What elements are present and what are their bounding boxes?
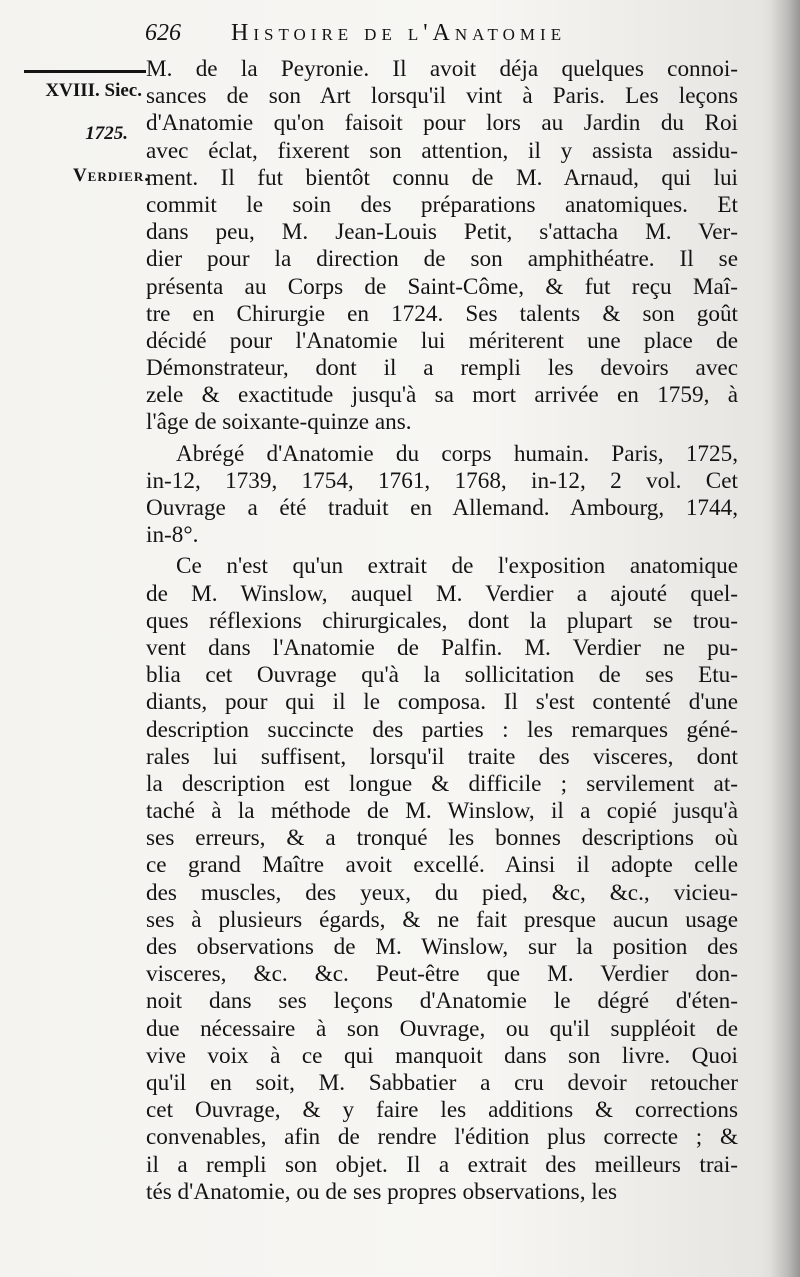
- text-line: des observations de M. Winslow, sur la position des: [146, 934, 738, 960]
- text-line: des muscles, des yeux, du pied, &c, &c., vicieu‑: [146, 879, 738, 906]
- text-line: commit le soin des préparations anatomiques. Et: [146, 191, 738, 218]
- text-line: in-12, 1739, 1754, 1761, 1768, in-12, 2 vol. Cet: [146, 467, 738, 494]
- text-line: Ce n'est qu'un extrait de l'exposition anatomique: [176, 553, 738, 580]
- text-line: tés d'Anatomie, ou de ses propres observations, les: [146, 1178, 618, 1205]
- text-line: convenables, afin de rendre l'édition plus correcte ; &: [146, 1124, 738, 1151]
- text-line: M. de la Peyronie. Il avoit déja quelques connoi‑: [146, 56, 738, 82]
- text-line: décidé pour l'Anatomie lui mériterent une place de: [146, 327, 738, 354]
- text-line: dier pour la direction de son amphithéatre. Il se: [146, 246, 738, 273]
- text-line: Abrégé d'Anatomie du corps humain. Paris, 1725,: [176, 440, 738, 467]
- paragraph: [146, 56, 738, 437]
- text-line: zele & exactitude jusqu'à sa mort arrivée en 1759, à: [146, 382, 738, 409]
- text-line: qu'il en soit, M. Sabbatier a cru devoir retoucher: [146, 1069, 738, 1096]
- text-line: noit dans ses leçons d'Anatomie le dégré d'éten‑: [146, 988, 738, 1015]
- text-line: dans peu, M. Jean-Louis Petit, s'attacha M. Ver‑: [146, 219, 738, 246]
- margin-rule: [24, 70, 146, 73]
- text-line: ce grand Maître avoit excellé. Ainsi il adopte celle: [146, 852, 738, 879]
- text-line: la description est longue & difficile ; servilement at‑: [146, 770, 738, 797]
- text-line: sances de son Art lorsqu'il vint à Paris. Les leçons: [146, 83, 738, 110]
- text-line: Ouvrage a été traduit en Allemand. Ambourg, 1744,: [146, 495, 738, 521]
- text-line: in-8°.: [146, 522, 199, 549]
- text-line: ques réflexions chirurgicales, dont la plupart se trou‑: [146, 607, 738, 634]
- text-line: l'âge de soixante-quinze ans.: [146, 409, 412, 436]
- page-header: [145, 14, 765, 54]
- text-line: diants, pour qui il le composa. Il s'est contenté d'une: [146, 689, 738, 716]
- text-line: description succincte des parties : les remarques géné‑: [146, 716, 738, 743]
- text-line: il a rempli son objet. Il a extrait des meilleurs trai‑: [146, 1151, 738, 1178]
- text-line: tre en Chirurgie en 1724. Ses talents & son goût: [146, 300, 738, 327]
- text-line: ses erreurs, & a tronqué les bonnes descriptions où: [146, 825, 738, 852]
- text-line: cet Ouvrage, & y faire les additions & corrections: [146, 1097, 738, 1124]
- paragraph: [146, 553, 738, 1206]
- text-line: vive voix à ce qui manquoit dans son livre. Quoi: [146, 1042, 738, 1069]
- text-line: ment. Il fut bientôt connu de M. Arnaud, qui lui: [146, 164, 738, 191]
- margin-note-year: 1725.: [85, 123, 128, 144]
- page-spine-shadow: [770, 0, 800, 1277]
- paragraph: [146, 441, 738, 550]
- text-line: de M. Winslow, auquel M. Verdier a ajouté quel‑: [146, 580, 738, 607]
- running-title: Histoire de l'Anatomie: [231, 20, 567, 46]
- text-line: avec éclat, fixerent son attention, il y assista assidu‑: [146, 137, 738, 164]
- text-line: vent dans l'Anatomie de Palfin. M. Verdier ne pu‑: [146, 634, 738, 661]
- text-line: taché à la méthode de M. Winslow, il a copié jusqu'à: [146, 798, 738, 825]
- text-line: d'Anatomie qu'on faisoit pour lors au Jardin du Roi: [146, 110, 738, 137]
- text-line: rales lui suffisent, lorsqu'il traite des visceres, dont: [146, 743, 738, 770]
- page-number: 626: [145, 20, 181, 46]
- text-line: due nécessaire à son Ouvrage, ou qu'il suppléoit de: [146, 1015, 738, 1042]
- margin-note-name: Verdier.: [72, 165, 150, 186]
- text-line: Démonstrateur, dont il a rempli les devoirs avec: [146, 355, 738, 382]
- text-line: ses à plusieurs égards, & ne fait presque aucun usage: [146, 906, 738, 933]
- text-line: présenta au Corps de Saint-Côme, & fut reçu Maî‑: [146, 273, 738, 300]
- text-line: visceres, &c. &c. Peut-être que M. Verdier don‑: [146, 961, 738, 988]
- margin-note-century: XVIII. Siec.: [45, 80, 142, 101]
- body-text: [146, 56, 738, 1206]
- text-line: blia cet Ouvrage qu'à la sollicitation de ses Etu‑: [146, 662, 738, 689]
